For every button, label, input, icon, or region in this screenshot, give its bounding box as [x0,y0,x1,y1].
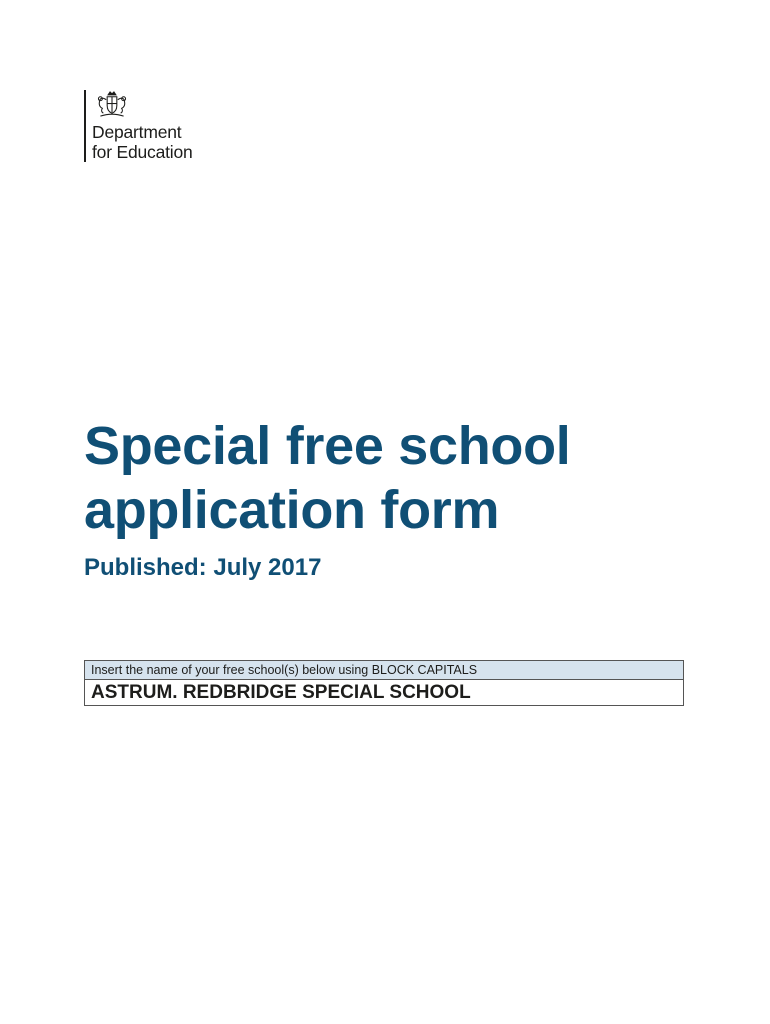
department-logo [84,90,193,162]
school-name-value: ASTRUM. REDBRIDGE SPECIAL SCHOOL [91,682,471,703]
department-name-line-2: for Education [92,142,193,162]
department-name-line-1: Department [92,122,182,142]
document-title [84,414,571,542]
document-title-line-1: Special free school [84,416,571,476]
logo-body [92,90,193,162]
logo-divider [84,90,86,162]
department-name [92,122,193,162]
document-title-line-2: application form [84,480,500,540]
school-name-instruction: Insert the name of your free school(s) below using BLOCK CAPITALS [85,661,683,680]
school-name-box [84,660,684,706]
published-date: Published: July 2017 [84,554,322,581]
royal-coat-of-arms-icon [94,90,130,119]
